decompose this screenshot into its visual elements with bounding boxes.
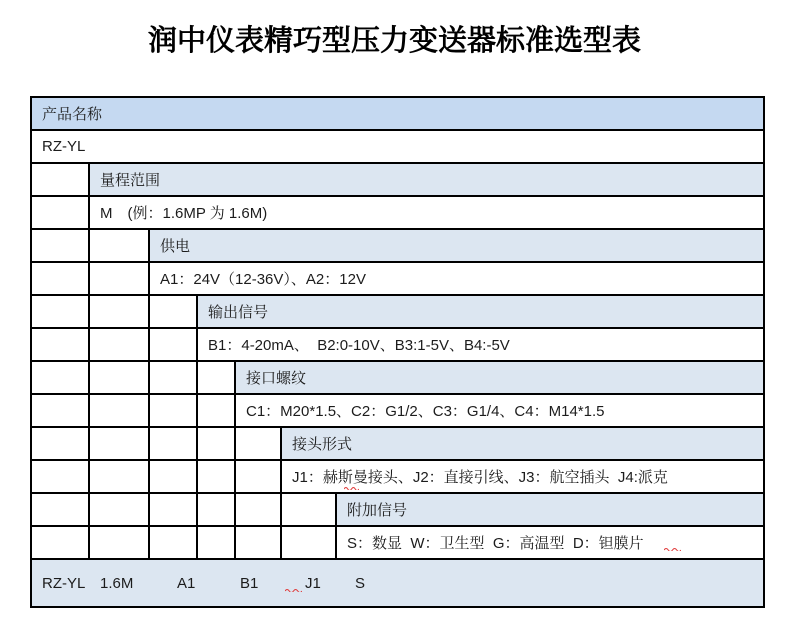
indent-cell xyxy=(150,296,198,327)
indent-cell xyxy=(32,230,90,261)
indent-cell xyxy=(236,494,282,525)
indent-cell xyxy=(236,461,282,492)
indent-cell xyxy=(32,428,90,459)
connector-options-cell xyxy=(282,461,763,492)
product-code-row xyxy=(32,131,763,164)
power-options-cell xyxy=(150,263,763,294)
thread-header-label: 接口螺纹 xyxy=(246,370,307,387)
product-name-header-label: 产品名称 xyxy=(42,106,103,123)
indent-cell xyxy=(32,263,90,294)
range-value-row xyxy=(32,197,763,230)
product-name-header-cell xyxy=(32,98,763,129)
indent-cell xyxy=(32,527,90,558)
output-signal-options-cell xyxy=(198,329,763,360)
indent-cell xyxy=(150,494,198,525)
output-signal-options-label: B1：4-20mA、 B2:0-10V、B3:1-5V、B4:-5V xyxy=(208,337,510,354)
indent-cell xyxy=(198,527,236,558)
output-signal-header-row xyxy=(32,296,763,329)
indent-cell xyxy=(282,494,337,525)
example-extra-code: S xyxy=(355,574,366,592)
indent-cell xyxy=(90,230,150,261)
product-code-cell xyxy=(32,131,763,162)
thread-header-row xyxy=(32,362,763,395)
power-options-label: A1：24V（12-36V）、A2：12V xyxy=(160,271,366,288)
example-code-row xyxy=(32,560,763,606)
indent-cell xyxy=(32,296,90,327)
power-header-cell xyxy=(150,230,763,261)
indent-cell xyxy=(32,395,90,426)
example-connector-code: J1 xyxy=(305,574,321,592)
thread-options-row xyxy=(32,395,763,428)
range-header-row xyxy=(32,164,763,197)
example-range-code: 1.6M xyxy=(100,574,134,592)
indent-cell xyxy=(282,527,337,558)
power-options-row xyxy=(32,263,763,296)
connector-options-row xyxy=(32,461,763,494)
indent-cell xyxy=(198,428,236,459)
indent-cell xyxy=(90,395,150,426)
page-title: 润中仪表精巧型压力变送器标准选型表 xyxy=(147,25,641,57)
indent-cell xyxy=(90,494,150,525)
indent-cell xyxy=(198,494,236,525)
indent-cell xyxy=(90,263,150,294)
output-signal-options-row xyxy=(32,329,763,362)
range-value-cell xyxy=(90,197,763,228)
indent-cell xyxy=(90,362,150,393)
indent-cell xyxy=(150,428,198,459)
output-signal-header-label: 输出信号 xyxy=(208,304,269,321)
indent-cell xyxy=(32,329,90,360)
range-header-cell xyxy=(90,164,763,195)
connector-header-row xyxy=(32,428,763,461)
power-header-label: 供电 xyxy=(160,238,191,255)
indent-cell xyxy=(32,494,90,525)
connector-options-label: J1：赫斯曼接头、J2：直接引线、J3：航空插头 J4:派克 xyxy=(292,469,668,486)
indent-cell xyxy=(236,428,282,459)
example-output-code: B1 xyxy=(240,574,259,592)
indent-cell xyxy=(90,296,150,327)
extra-signal-options-label: S：数显 W：卫生型 G：高温型 D：钽膜片 xyxy=(347,535,644,552)
indent-cell xyxy=(236,527,282,558)
example-power-code: A1 xyxy=(177,574,196,592)
product-name-header-row xyxy=(32,98,763,131)
indent-cell xyxy=(198,395,236,426)
range-value-label: M (例：1.6MP 为 1.6M) xyxy=(100,205,268,222)
indent-cell xyxy=(150,329,198,360)
thread-options-label: C1：M20*1.5、C2：G1/2、C3：G1/4、C4：M14*1.5 xyxy=(246,403,605,420)
indent-cell xyxy=(150,362,198,393)
example-product-code: RZ-YL xyxy=(42,574,86,592)
indent-cell xyxy=(198,461,236,492)
indent-cell xyxy=(90,527,150,558)
selection-table xyxy=(30,96,765,608)
indent-cell xyxy=(150,527,198,558)
extra-signal-header-row xyxy=(32,494,763,527)
indent-cell xyxy=(32,362,90,393)
extra-signal-options-row xyxy=(32,527,763,560)
thread-options-cell xyxy=(236,395,763,426)
output-signal-header-cell xyxy=(198,296,763,327)
connector-header-label: 接头形式 xyxy=(292,436,353,453)
power-header-row xyxy=(32,230,763,263)
indent-cell xyxy=(90,329,150,360)
indent-cell xyxy=(32,461,90,492)
extra-signal-options-cell xyxy=(337,527,763,558)
indent-cell xyxy=(150,461,198,492)
indent-cell xyxy=(32,164,90,195)
indent-cell xyxy=(150,395,198,426)
extra-signal-header-label: 附加信号 xyxy=(347,502,408,519)
indent-cell xyxy=(198,362,236,393)
connector-header-cell xyxy=(282,428,763,459)
indent-cell xyxy=(32,197,90,228)
extra-signal-header-cell xyxy=(337,494,763,525)
product-code-label: RZ-YL xyxy=(42,138,86,155)
indent-cell xyxy=(90,461,150,492)
indent-cell xyxy=(90,428,150,459)
range-header-label: 量程范围 xyxy=(100,172,161,189)
thread-header-cell xyxy=(236,362,763,393)
